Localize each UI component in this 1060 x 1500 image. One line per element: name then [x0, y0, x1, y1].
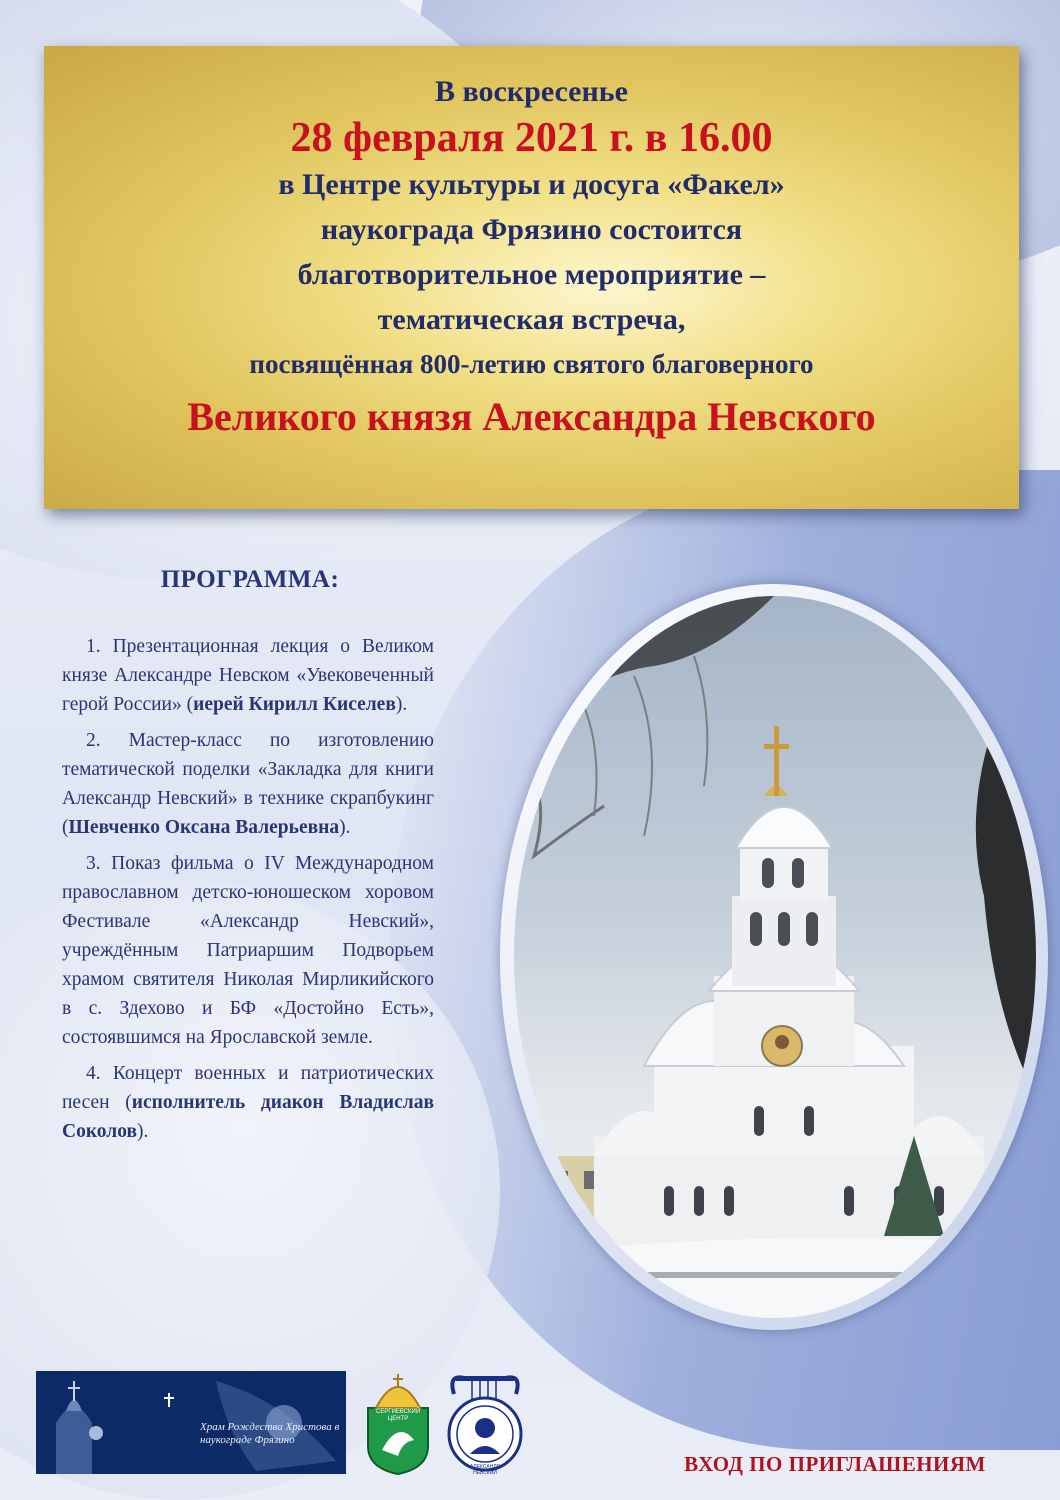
- church-logo-text: Храм Рождества Христова в наукограде Фрязино: [200, 1421, 340, 1446]
- program-list: [62, 632, 434, 1153]
- program-item: [62, 726, 434, 842]
- program-item-presenter: Шевченко Оксана Валерьевна: [68, 817, 340, 838]
- program-item: [62, 849, 434, 1052]
- announcement-prince: Великого князя Александра Невского: [187, 394, 876, 439]
- program-item: [62, 1059, 434, 1146]
- center-badge-text: СЕРГИЕВСКИЙ ЦЕНТР: [376, 1409, 421, 1422]
- announcement-day: В воскресенье: [435, 75, 628, 108]
- announcement-meeting: тематическая встреча,: [377, 303, 686, 336]
- announcement-date: 28 февраля 2021 г. в 16.00: [290, 115, 773, 161]
- program-item-text: 1. Презентационная лекция о Великом князе Александре Невском «Увековеченный герой России» (: [62, 636, 434, 715]
- program-item-text: 2. Мастер-класс по изготовлению тематической поделки «Закладка для книги Александр Невский» в технике скрапбукинг (: [62, 730, 434, 838]
- lyre-icon: [442, 1368, 528, 1476]
- entry-notice: ВХОД ПО ПРИГЛАШЕНИЯМ: [684, 1452, 986, 1476]
- program-title: ПРОГРАММА:: [160, 566, 340, 593]
- church-illustration: [514, 596, 1036, 1318]
- program-item-presenter: иерей Кирилл Киселев: [193, 694, 396, 715]
- program-item-tail: ).: [339, 817, 351, 838]
- announcement-city: наукограда Фрязино состоится: [320, 213, 743, 246]
- sergievsky-center-logo: [362, 1370, 434, 1476]
- program-item-tail: ).: [395, 694, 408, 715]
- announcement-venue: в Центре культуры и досуга «Факел»: [278, 168, 785, 201]
- lyre-badge-text: АЛЕКСАНДР НЕВСКИЙ: [469, 1464, 501, 1476]
- program-item-tail: ).: [137, 1121, 149, 1142]
- church-photo: [514, 596, 1036, 1318]
- program-item-text: 4. Концерт военных и патриотических песен (: [62, 1063, 434, 1113]
- church-logo-banner: [36, 1371, 346, 1474]
- program-item: [62, 632, 434, 719]
- announcement-dedication: посвящённая 800-летию святого благоверного: [249, 349, 814, 379]
- alexander-nevsky-logo: [442, 1368, 528, 1476]
- announcement-event: благотворительное мероприятие –: [297, 258, 766, 291]
- program-item-presenter: исполнитель диакон Владислав Соколов: [62, 1092, 434, 1142]
- program-item-text: 3. Показ фильма о IV Международном православном детско-юношеском хоровом Фестивале «Александр Невский», учреждённым Патриаршим Подворьем храмом святителя Николая Мирликийского в с. Здехово и БФ «Достойно Есть», состоявшимся на Ярославской земле.: [62, 853, 434, 1048]
- announcement-panel: [44, 46, 1019, 509]
- shield-icon: [362, 1370, 434, 1476]
